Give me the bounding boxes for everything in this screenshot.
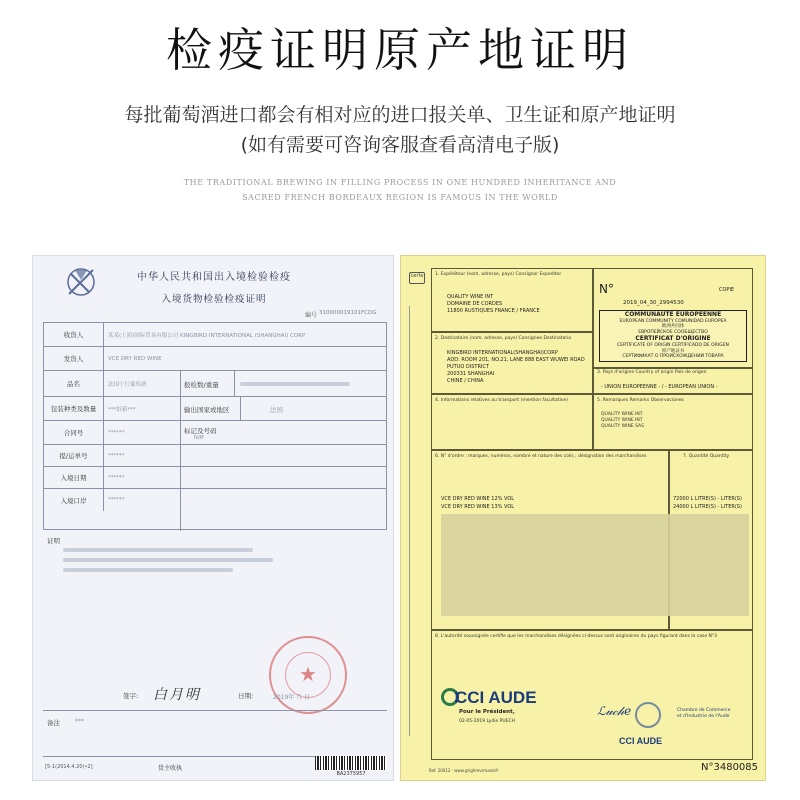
row-label: 提/运单号 <box>44 445 104 466</box>
transport-title: 4. Informations relatives au transport (mention facultative) <box>435 398 569 403</box>
remarks-label: 备注 <box>47 719 60 727</box>
ce-line: ЕВРОПЕЙСКОЕ СООБЩЕСТВО <box>638 329 708 335</box>
consignor-line: 11800 RUSTIQUES FRANCE / FRANCE <box>447 308 540 314</box>
european-community-header <box>599 310 747 362</box>
remarks-title: 5. Remarques Remarks Observaciones <box>597 398 684 403</box>
row-label: 发货人 <box>44 347 104 370</box>
serial-number: N°3480085 <box>701 762 759 773</box>
consignee-line: ADD: ROOM 201, NO.21, LANE 888 EAST WUWEI ROAD <box>447 357 585 363</box>
certificate-number-label: 编号 <box>305 312 318 319</box>
quantity-line: 72000 L LITRE(S) - LITER(S) <box>673 496 742 502</box>
country-of-origin-value: - UNION EUROPEENNE - / - EUROPEAN UNION - <box>601 384 718 390</box>
barcode-number: BA2375957 <box>336 771 366 777</box>
copy-mark: COPIE <box>719 287 735 293</box>
cerfa-logo-icon: cerfa <box>409 272 425 284</box>
chamber-line: et d'Industrie de l'Aude <box>677 713 730 719</box>
ce-sub-line: 原产地证书 <box>661 348 685 354</box>
certification-label: 证明 <box>47 537 60 545</box>
president-date: 02-05-2019 Lydie PUECH <box>459 719 516 724</box>
page-subtitle: 每批葡萄酒进口都会有相对应的进口报关单、卫生证和原产地证明 <box>124 104 676 126</box>
form-reference: Ref. 20012 · www.grighrevrmanisfr <box>429 768 499 773</box>
goods-description-title: 6. N° d'ordre ; marques, numéros, nombre et nature des colis ; désignation des marchandises <box>435 454 647 459</box>
origin-country-label: 输出国家或地区 <box>184 406 230 414</box>
certificate-number-label: N° <box>599 282 614 296</box>
consignee-line: KINGBIRD INTERNATIONAL(SHANGHAI)CORP <box>447 350 558 356</box>
remarks-value: *** <box>75 718 84 725</box>
row-value: ****** <box>108 452 125 459</box>
row-value: ****** <box>108 474 125 481</box>
cancelled-area <box>441 514 749 616</box>
seal-star-icon: ★ <box>299 662 317 686</box>
certificate-of-origin <box>400 255 766 781</box>
row-label: 品名 <box>44 371 104 396</box>
remarks-line: QUALITY WINE SAS <box>601 424 644 429</box>
tagline-line1: THE TRADITIONAL BREWING IN FILLING PROCESS IN ONE HUNDRED INHERITANCE AND <box>183 178 617 187</box>
table-row <box>44 371 386 397</box>
consignee-line: 200331 SHANGHAI <box>447 371 495 377</box>
signature: ℒ𝓊𝒸𝒽𝑒 <box>597 704 632 718</box>
tagline-line2: SACRED FRENCH BORDEAUX REGION IS FAMOUS IN THE WORLD <box>242 193 558 202</box>
page-subtitle-note: (如有需要可咨询客服查看高清电子版) <box>240 134 560 156</box>
signature: 白月明 <box>153 687 201 703</box>
row-label: 包装种类及数量 <box>44 397 104 420</box>
country-of-origin-title: 3. Pays d'origine Country of origin País de origen <box>597 370 707 375</box>
ce-line: COMMUNAUTÉ EUROPÉENNE <box>624 311 722 318</box>
ce-line: EUROPEAN COMMUNITY COMUNIDAD EUROPEA <box>619 318 727 324</box>
owner-copy-label: 货主收执 <box>158 765 183 772</box>
barcode <box>315 756 387 770</box>
form-code: [5-1(2014.4.20)•2] <box>45 764 93 770</box>
page-title: 检疫证明原产地证明 <box>166 23 634 77</box>
certification-title: 8. L'autorité soussignée certifie que les marchandises désignées ci-dessus sont originaires du pays figurant dans la case N°3 <box>435 634 717 639</box>
consignee-line: CHINE / CHINA <box>447 378 484 384</box>
table-row <box>44 421 386 445</box>
certificate-of-origin-title: CERTIFICAT D'ORIGINE <box>635 335 711 343</box>
row-value: VCE DRY RED WINE <box>108 355 162 362</box>
certificate-authority-heading: 中华人民共和国出入境检验检疫 <box>137 272 291 283</box>
row-value: 法国干红葡萄酒 <box>108 381 147 388</box>
chamber-line: Chambre de Commerce <box>677 708 731 713</box>
remarks-line: QUALITY WINE INT <box>601 412 643 417</box>
chamber-name <box>677 708 730 719</box>
consignee-title: 2. Destinataire (nom, adresse, pays) Consignee Destinatario <box>435 336 572 341</box>
certification-text <box>63 548 273 572</box>
table-row <box>44 489 386 511</box>
row-value: ****** <box>108 429 125 436</box>
certificate-number: 2019_04_30_2994530 <box>623 300 684 306</box>
president-label: Pour le Président, <box>459 709 515 715</box>
quantity-line: 24000 L LITRE(S) - LITER(S) <box>673 504 742 510</box>
date-label: 日期: <box>238 692 254 700</box>
quantity-title: 7. Quantité Quantity <box>683 454 730 459</box>
row-label: 收货人 <box>44 323 104 346</box>
weight-label: 报检数/重量 <box>184 381 219 389</box>
goods-line: VCE DRY RED WINE 13% VOL <box>441 504 515 510</box>
table-row <box>44 347 386 371</box>
goods-line: VCE DRY RED WINE 12% VOL <box>441 496 515 502</box>
ce-sub-line: СЕРТИФИКАТ О ПРОИСХОЖДЕНИИ ТОВАРА <box>622 354 724 360</box>
cci-aude-logo: CCI AUDE <box>455 688 537 707</box>
ce-line: 欧洲共同体 <box>661 324 685 330</box>
row-label: 合同号 <box>44 421 104 444</box>
origin-country-value: 法国 <box>270 406 283 414</box>
row-value: ***纸箱*** <box>108 406 136 413</box>
ce-sub-line: CERTIFICATE OF ORIGIN CERTIFICADO DE ORIGEN <box>617 342 729 348</box>
cci-aude-stamp-text: CCI AUDE <box>619 736 663 746</box>
certificate-table <box>43 322 387 530</box>
row-label: 入境日期 <box>44 467 104 488</box>
row-label: 入境口岸 <box>44 489 104 511</box>
table-row <box>44 445 386 467</box>
remarks-line: QUALITY WINE INT <box>601 418 643 423</box>
row-value: 某某(上海)国际贸易有限公司 KINGBIRD INTERNATIONAL (SHANGHAI) CORP <box>108 332 306 339</box>
certificate-number: 310000019101FCDG <box>319 310 377 316</box>
consignor-line: QUALITY WINE INT <box>447 294 494 300</box>
table-row <box>44 323 386 347</box>
chamber-stamp <box>635 702 661 728</box>
consignor-line: DOMAINE DE CORDES <box>447 301 503 307</box>
inspection-certificate <box>32 255 394 781</box>
redacted-value <box>240 382 350 386</box>
signature-label: 签字: <box>123 692 139 700</box>
marks-label: 标记及号码 <box>184 427 217 435</box>
table-row <box>44 467 386 489</box>
certificate-title: 入境货物检验检疫证明 <box>161 294 267 305</box>
row-value: ****** <box>108 497 125 503</box>
marks-value: N/M <box>194 435 204 441</box>
date-value: 2019年 月 日 <box>273 694 311 701</box>
consignee-line: PUTUO DISTRICT <box>447 364 489 370</box>
consignor-title: 1. Expéditeur (nom, adresse, pays) Consignor Expeditor <box>435 272 562 277</box>
table-row <box>44 397 386 421</box>
